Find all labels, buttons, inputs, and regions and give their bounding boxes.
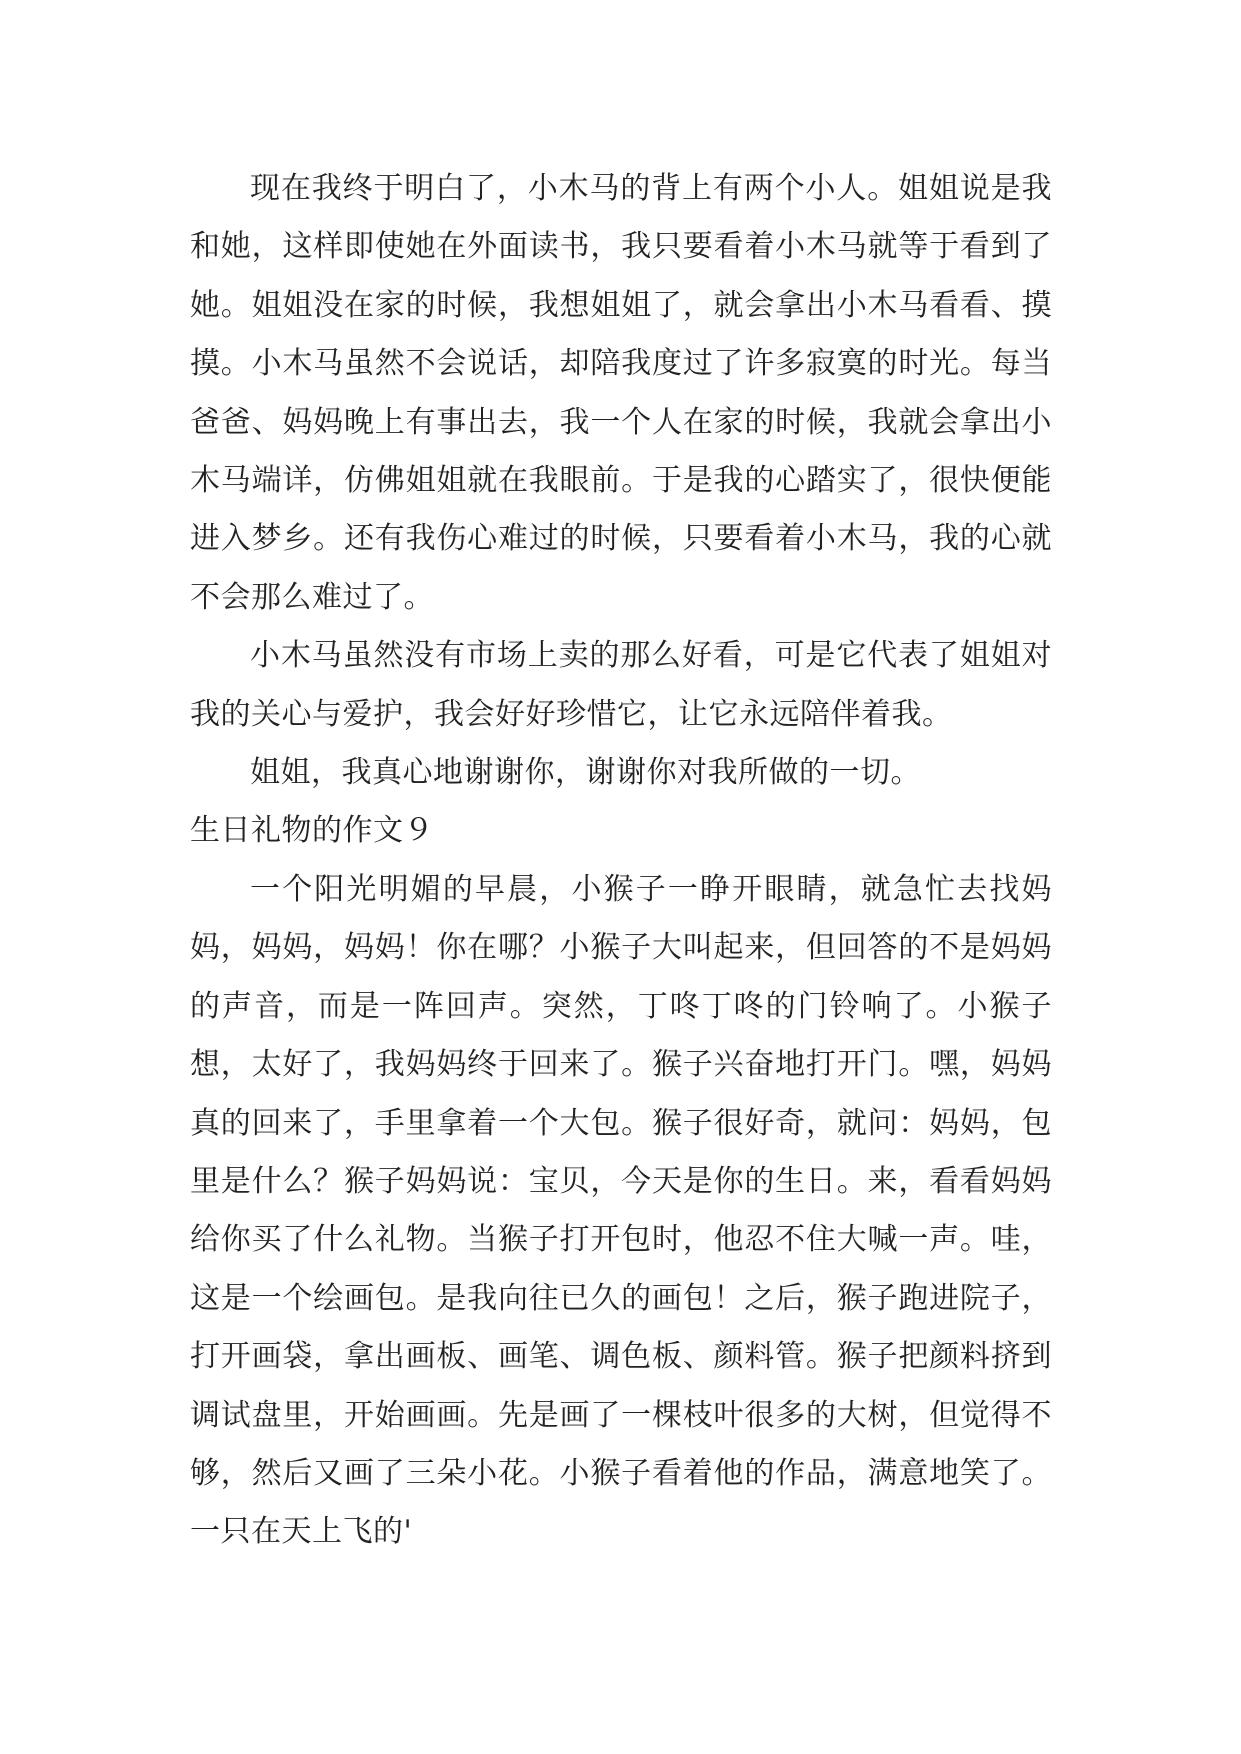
paragraph: 现在我终于明白了，小木马的背上有两个小人。姐姐说是我和她，这样即使她在外面读书，我只要看着小木马就等于看到了她。姐姐没在家的时候，我想姐姐了，就会拿出小木马看看、摸摸。小木马虽然不会说话，却陪我度过了许多寂寞的时光。每当爸爸、妈妈晚上有事出去，我一个人在家的时候，我就会拿出小木马端详，仿佛姐姐就在我眼前。于是我的心踏实了，很快便能进入梦乡。还有我伤心难过的时候，只要看着小木马，我的心就不会那么难过了。 — [190, 171, 1052, 615]
paragraph: 一个阳光明媚的早晨，小猴子一睁开眼睛，就急忙去找妈妈，妈妈，妈妈！你在哪？小猴子大叫起来，但回答的不是妈妈的声音，而是一阵回声。突然，丁咚丁咚的门铃响了。小猴子想，太好了，我妈妈终于回来了。猴子兴奋地打开门。嘿，妈妈真的回来了，手里拿着一个大包。猴子很好奇，就问：妈妈，包里是什么？猴子妈妈说：宝贝，今天是你的生日。来，看看妈妈给你买了什么礼物。当猴子打开包时，他忍不住大喊一声。哇，这是一个绘画包。是我向往已久的画包！之后，猴子跑进院子，打开画袋，拿出画板、画笔、调色板、颜料管。猴子把颜料挤到调试盘里，开始画画。先是画了一棵枝叶很多的大树，但觉得不够，然后又画了三朵小花。小猴子看着他的作品，满意地笑了。一只在天上飞的' — [190, 871, 1052, 1550]
paragraph: 小木马虽然没有市场上卖的那么好看，可是它代表了姐姐对我的关心与爱护，我会好好珍惜它，让它永远陪伴着我。 — [190, 638, 1052, 732]
paragraph: 姐姐，我真心地谢谢你，谢谢你对我所做的一切。 — [250, 755, 921, 791]
section-title: 生日礼物的作文９ — [190, 813, 434, 849]
document-page — [190, 160, 1052, 1562]
